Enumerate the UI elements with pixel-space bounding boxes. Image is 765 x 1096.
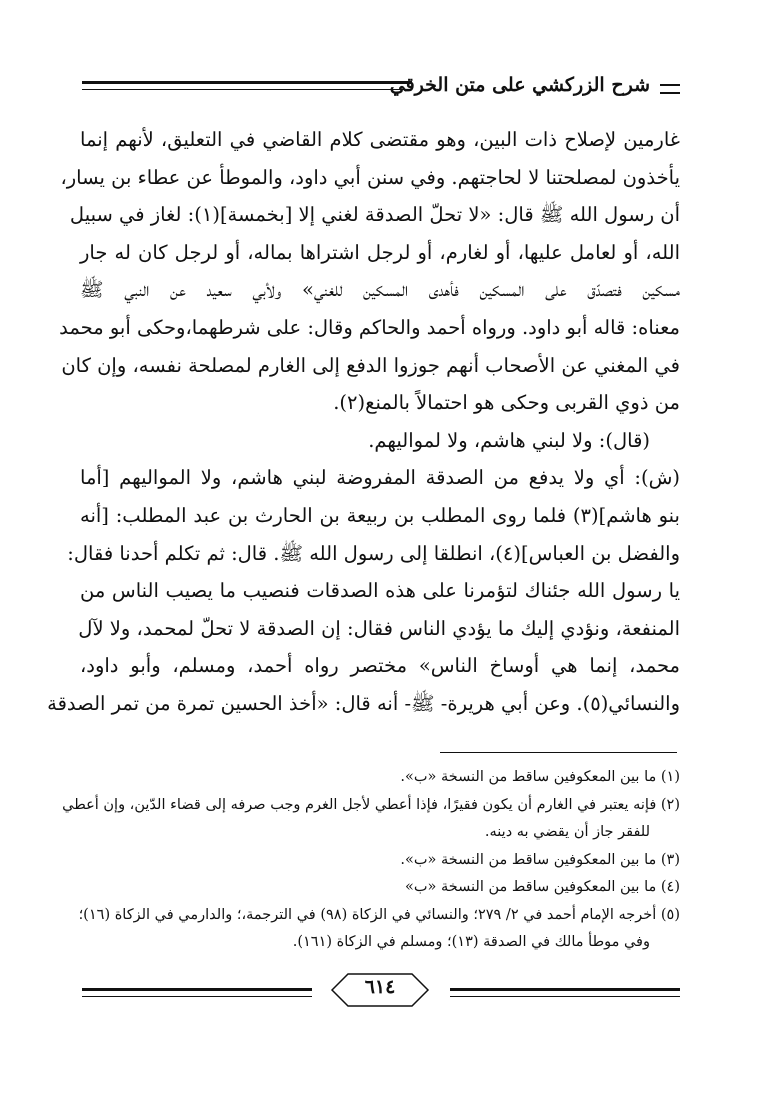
text-line: (قال): ولا لبني هاشم، ولا لمواليهم. — [368, 428, 650, 452]
footnote-continuation: وفي موطأ مالك في الصدقة (١٣)؛ ومسلم في الزكاة (١٦١). — [292, 934, 650, 950]
running-header — [82, 70, 680, 106]
text-line: غارمين لإصلاح ذات البين، وهو مقتضى كلام القاضي في التعليق، لأنهم إنما — [80, 128, 680, 151]
running-header-title: شرح الزركشي على متن الخرقي — [389, 74, 650, 96]
footnote-separator — [440, 752, 677, 753]
footnote-continuation: للفقر جاز أن يقضي به دينه. — [484, 824, 650, 840]
text-line: المنفعة، ونؤدي إليك ما يؤدي الناس فقال: إن الصدقة لا تحلّ لمحمد، ولا لآل — [78, 616, 680, 640]
text-line: الله، أو لعامل عليها، أو لغارم، أو لرجل اشتراها بماله، أو لرجل كان له جار — [80, 240, 680, 264]
footnote: (٤) ما بين المعكوفين ساقط من النسخة «ب» — [404, 879, 680, 895]
main-text — [47, 121, 680, 723]
text-line: معناه: قاله أبو داود. ورواه أحمد والحاكم وقال: على شرطهما،وحكى أبو محمد — [59, 315, 680, 339]
page-number: ٦١٤ — [364, 976, 396, 998]
header-rule — [82, 81, 412, 90]
footnotes — [62, 764, 680, 957]
header-ornament — [660, 84, 680, 94]
text-line: والنسائي(٥). وعن أبي هريرة- ﷺ- أنه قال: «أخذ الحسين تمرة من تمر الصدقة — [47, 691, 680, 715]
text-line: محمد، إنما هي أوساخ الناس» مختصر رواه أحمد، ومسلم، وأبو داود، — [80, 654, 680, 678]
footnote: (٥) أخرجه الإمام أحمد في ٢/ ٢٧٩؛ والنسائي في الزكاة (٩٨) في الترجمة،؛ والدارمي في الزكاة (١٦)؛ — [78, 906, 680, 923]
page-footer — [82, 972, 680, 1012]
footer-rule-left — [82, 988, 312, 997]
text-line: والفضل بن العباس](٤)، انطلقا إلى رسول الله ﷺ. قال: ثم تكلم أحدنا فقال: — [67, 541, 680, 565]
footer-rule-right — [450, 988, 680, 997]
page-number-frame — [330, 972, 430, 1006]
text-line: من ذوي القربى وحكى هو احتمالاً بالمنع(٢). — [333, 391, 680, 415]
footnote: (٢) فإنه يعتبر في الغارم أن يكون فقيرًا، فإذا أعطي لأجل الغرم وجب صرفه إلى قضاء الدّين، وإن أعطي — [62, 796, 680, 813]
text-line: في المغني عن الأصحاب أنهم جوزوا الدفع إلى الغارم لمصلحة نفسه، وإن كان — [61, 353, 680, 377]
footnote: (١) ما بين المعكوفين ساقط من النسخة «ب». — [400, 769, 680, 785]
text-line: يا رسول الله جئناك لتؤمرنا على هذه الصدقات فنصيب ما يصيب الناس من — [80, 579, 680, 603]
text-line: يأخذون لمصلحتنا لا لحاجتهم. وفي سنن أبي داود، والموطأ عن عطاء بن يسار، — [60, 165, 680, 189]
text-line: (ش): أي ولا يدفع من الصدقة المفروضة لبني هاشم، ولا المواليهم [أما — [80, 466, 680, 490]
text-line: مسكين فتصدّق على المسكين فأهدى المسكين للغني» ولأبي سعيد عن النبي ﷺ — [80, 278, 680, 302]
text-line: بنو هاشم](٣) فلما روى المطلب بن ربيعة بن الحارث بن عبد المطلب: [أنه — [80, 503, 680, 527]
text-line: أن رسول الله ﷺ قال: «لا تحلّ الصدقة لغني إلا [بخمسة](١): لغاز في سبيل — [69, 203, 680, 227]
footnote: (٣) ما بين المعكوفين ساقط من النسخة «ب». — [400, 851, 680, 868]
